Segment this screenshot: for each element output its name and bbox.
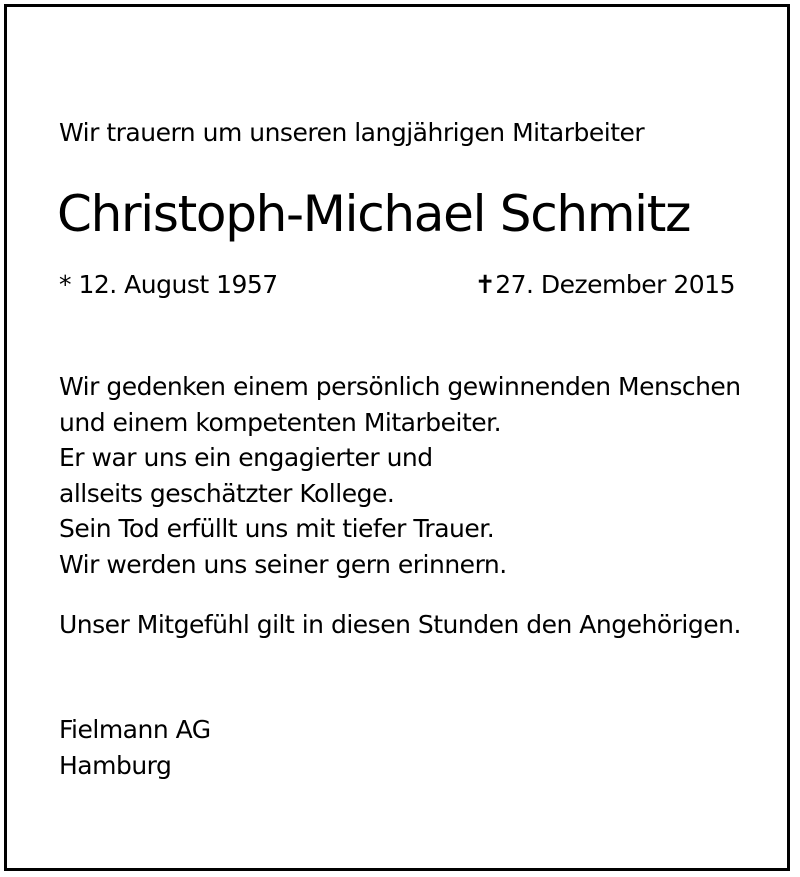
company-city: Hamburg	[59, 750, 172, 780]
tribute-line: Wir werden uns seiner gern erinnern.	[59, 549, 507, 579]
obituary-notice	[4, 4, 790, 871]
birth-date: * 12. August 1957	[59, 270, 278, 299]
intro-line: Wir trauern um unseren langjährigen Mitarbeiter	[59, 118, 645, 147]
death-date: ✝27. Dezember 2015	[474, 270, 735, 299]
tribute-line: Er war uns ein engagierter und	[59, 443, 433, 472]
tribute-line: und einem kompetenten Mitarbeiter.	[59, 407, 502, 437]
tribute-line: Wir gedenken einem persönlich gewinnenden Menschen	[59, 372, 741, 401]
deceased-name: Christoph-Michael Schmitz	[57, 185, 691, 243]
company-name: Fielmann AG	[59, 715, 211, 744]
tribute-line: allseits geschätzter Kollege.	[59, 478, 395, 508]
signature-block	[59, 712, 211, 783]
sympathy-line: Unser Mitgefühl gilt in diesen Stunden den Angehörigen.	[59, 610, 741, 639]
tribute-text	[59, 369, 741, 582]
tribute-line: Sein Tod erfüllt uns mit tiefer Trauer.	[59, 514, 495, 543]
